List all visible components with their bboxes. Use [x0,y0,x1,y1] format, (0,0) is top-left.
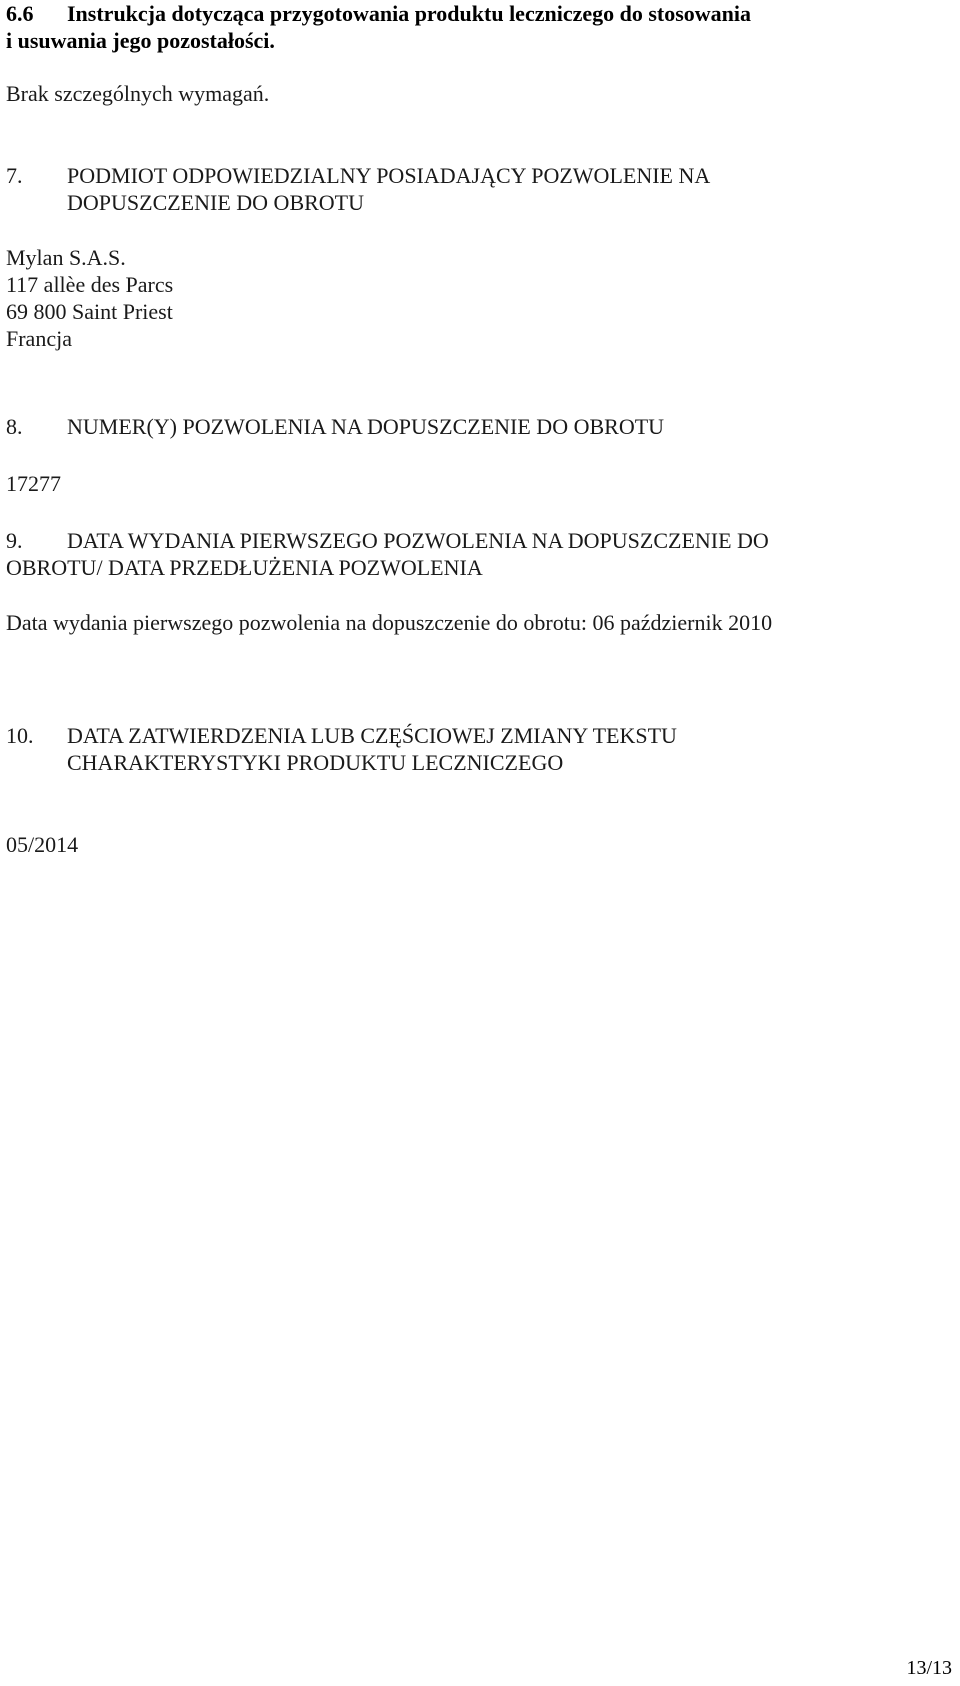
section-title-continued: OBROTU/ DATA PRZEDŁUŻENIA POZWOLENIA [6,555,483,580]
section-7-heading [6,162,710,216]
section-8-body: 17277 [6,471,61,496]
page-number: 13/13 [906,1657,952,1679]
section-6-6-body: Brak szczególnych wymagań. [6,81,270,106]
section-title: PODMIOT ODPOWIEDZIALNY POSIADAJĄCY POZWOLENIE NA [67,163,711,188]
section-title-continued: DOPUSZCZENIE DO OBROTU [67,190,364,215]
section-number: 10. [6,723,34,748]
section-6-6-heading [6,0,751,54]
company-name: Mylan S.A.S. [6,245,126,270]
country: Francja [6,326,72,351]
street-address: 117 allèe des Parcs [6,272,174,297]
section-title: DATA ZATWIERDZENIA LUB CZĘŚCIOWEJ ZMIANY TEKSTU [67,723,677,748]
section-9-heading [6,527,769,581]
section-number: 6.6 [6,1,34,26]
section-title-continued: CHARAKTERYSTYKI PRODUKTU LECZNICZEGO [67,750,564,775]
section-number: 8. [6,414,23,439]
section-title: DATA WYDANIA PIERWSZEGO POZWOLENIA NA DOPUSZCZENIE DO [67,528,769,553]
holder-address [6,244,173,352]
section-title: Instrukcja dotycząca przygotowania produktu leczniczego do stosowania [67,1,752,26]
section-number: 7. [6,163,23,188]
section-8-heading [6,413,664,440]
section-title: NUMER(Y) POZWOLENIA NA DOPUSZCZENIE DO OBROTU [67,414,665,439]
postal-city: 69 800 Saint Priest [6,299,173,324]
section-10-body: 05/2014 [6,832,79,857]
section-10-heading [6,722,677,776]
section-title-continued: i usuwania jego pozostałości. [6,28,275,53]
section-number: 9. [6,528,23,553]
section-9-body: Data wydania pierwszego pozwolenia na dopuszczenie do obrotu: 06 październik 2010 [6,610,773,635]
